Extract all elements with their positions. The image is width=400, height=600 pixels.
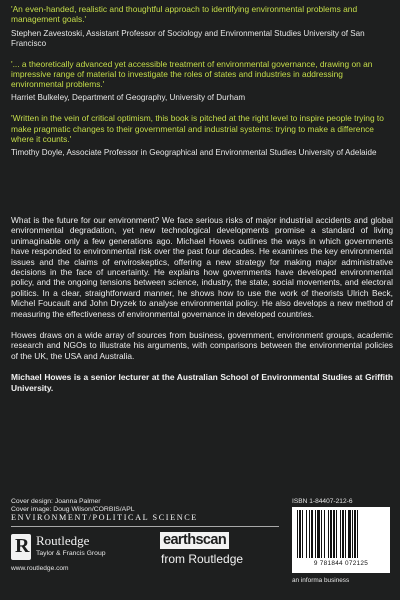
cover-image-credit: Cover image: Doug Wilson/CORBIS/APL (11, 506, 135, 514)
isbn-text: ISBN 1-84407-212-6 (292, 498, 353, 505)
barcode-bars-icon (297, 510, 385, 558)
divider (11, 526, 279, 527)
subject-category: ENVIRONMENT/POLITICAL SCIENCE (11, 513, 198, 522)
description-paragraph: What is the future for our environment? We face serious risks of major industrial accidents and global environmental degradation, yet new technological developments promise a standard of living unimaginable only a few generations ago. Michael Howes outlines the ways in which governments have responded to environmental risk over the past four decades. He examines the key environmental issues and the claims of enviroskeptics, offering a new strategy for making major administrative decisions in the face of uncertainty. He explains how governments have developed environmental policy, and the ongoing tensions between science, industry, the state, social movements, and electoral politics. In a clear, straightforward manner, he shows how to use the work of theorists Ulrich Beck, Michel Foucault and John Dryzek to analyse environmental policy. He also develops a new method of measuring the effectiveness of environmental governance in developed countries. (11, 215, 393, 319)
praise-attribution: Timothy Doyle, Associate Professor in Geographical and Environmental Studies University of Adelaide (11, 148, 377, 158)
description-section (11, 215, 393, 404)
praise-quote: 'An even-handed, realistic and thoughtful approach to identifying environmental problems and management goals.' (11, 4, 358, 25)
cover-design-credit: Cover design: Joanna Palmer (11, 498, 101, 505)
barcode (292, 507, 390, 573)
routledge-r-icon: R (11, 534, 31, 560)
imprint-sub: from Routledge (161, 552, 244, 566)
author-bio: Michael Howes is a senior lecturer at the Australian School of Environmental Studies at Griffith University. (11, 372, 393, 393)
praise-attribution: Stephen Zavestoski, Assistant Professor of Sociology and Environmental Studies University of San Francisco (11, 28, 365, 48)
imprint-name: earthscan (160, 532, 229, 549)
publisher-group: Taylor & Francis Group (36, 550, 106, 557)
barcode-number: 9 781844 072125 (313, 560, 369, 567)
praise-item (11, 113, 393, 158)
praise-section (11, 4, 393, 168)
praise-item (11, 59, 393, 104)
informa-tagline: an informa business (292, 577, 350, 584)
praise-quote: '... a theoretically advanced yet accessible treatment of environmental governance, drawing on an impressive range of material to investigate the roles of states and industries in addressing environmental problems.' (11, 58, 373, 90)
earthscan-logo (160, 532, 278, 570)
praise-quote: 'Written in the vein of critical optimism, this book is pitched at the right level to inspire people trying to make pragmatic changes to their governmental and industrial systems: trying to make a difference where it counts.' (11, 113, 384, 145)
publisher-url: www.routledge.com (11, 565, 69, 572)
publisher-name: Routledge (36, 533, 90, 548)
routledge-logo (11, 532, 151, 570)
praise-attribution: Harriet Bulkeley, Department of Geography, University of Durham (11, 93, 246, 103)
praise-item (11, 4, 393, 49)
description-paragraph: Howes draws on a wide array of sources from business, government, environment groups, academic research and NGOs to illustrate his arguments, with comparisons between the environmental policies of the UK, the USA and Australia. (11, 330, 393, 361)
